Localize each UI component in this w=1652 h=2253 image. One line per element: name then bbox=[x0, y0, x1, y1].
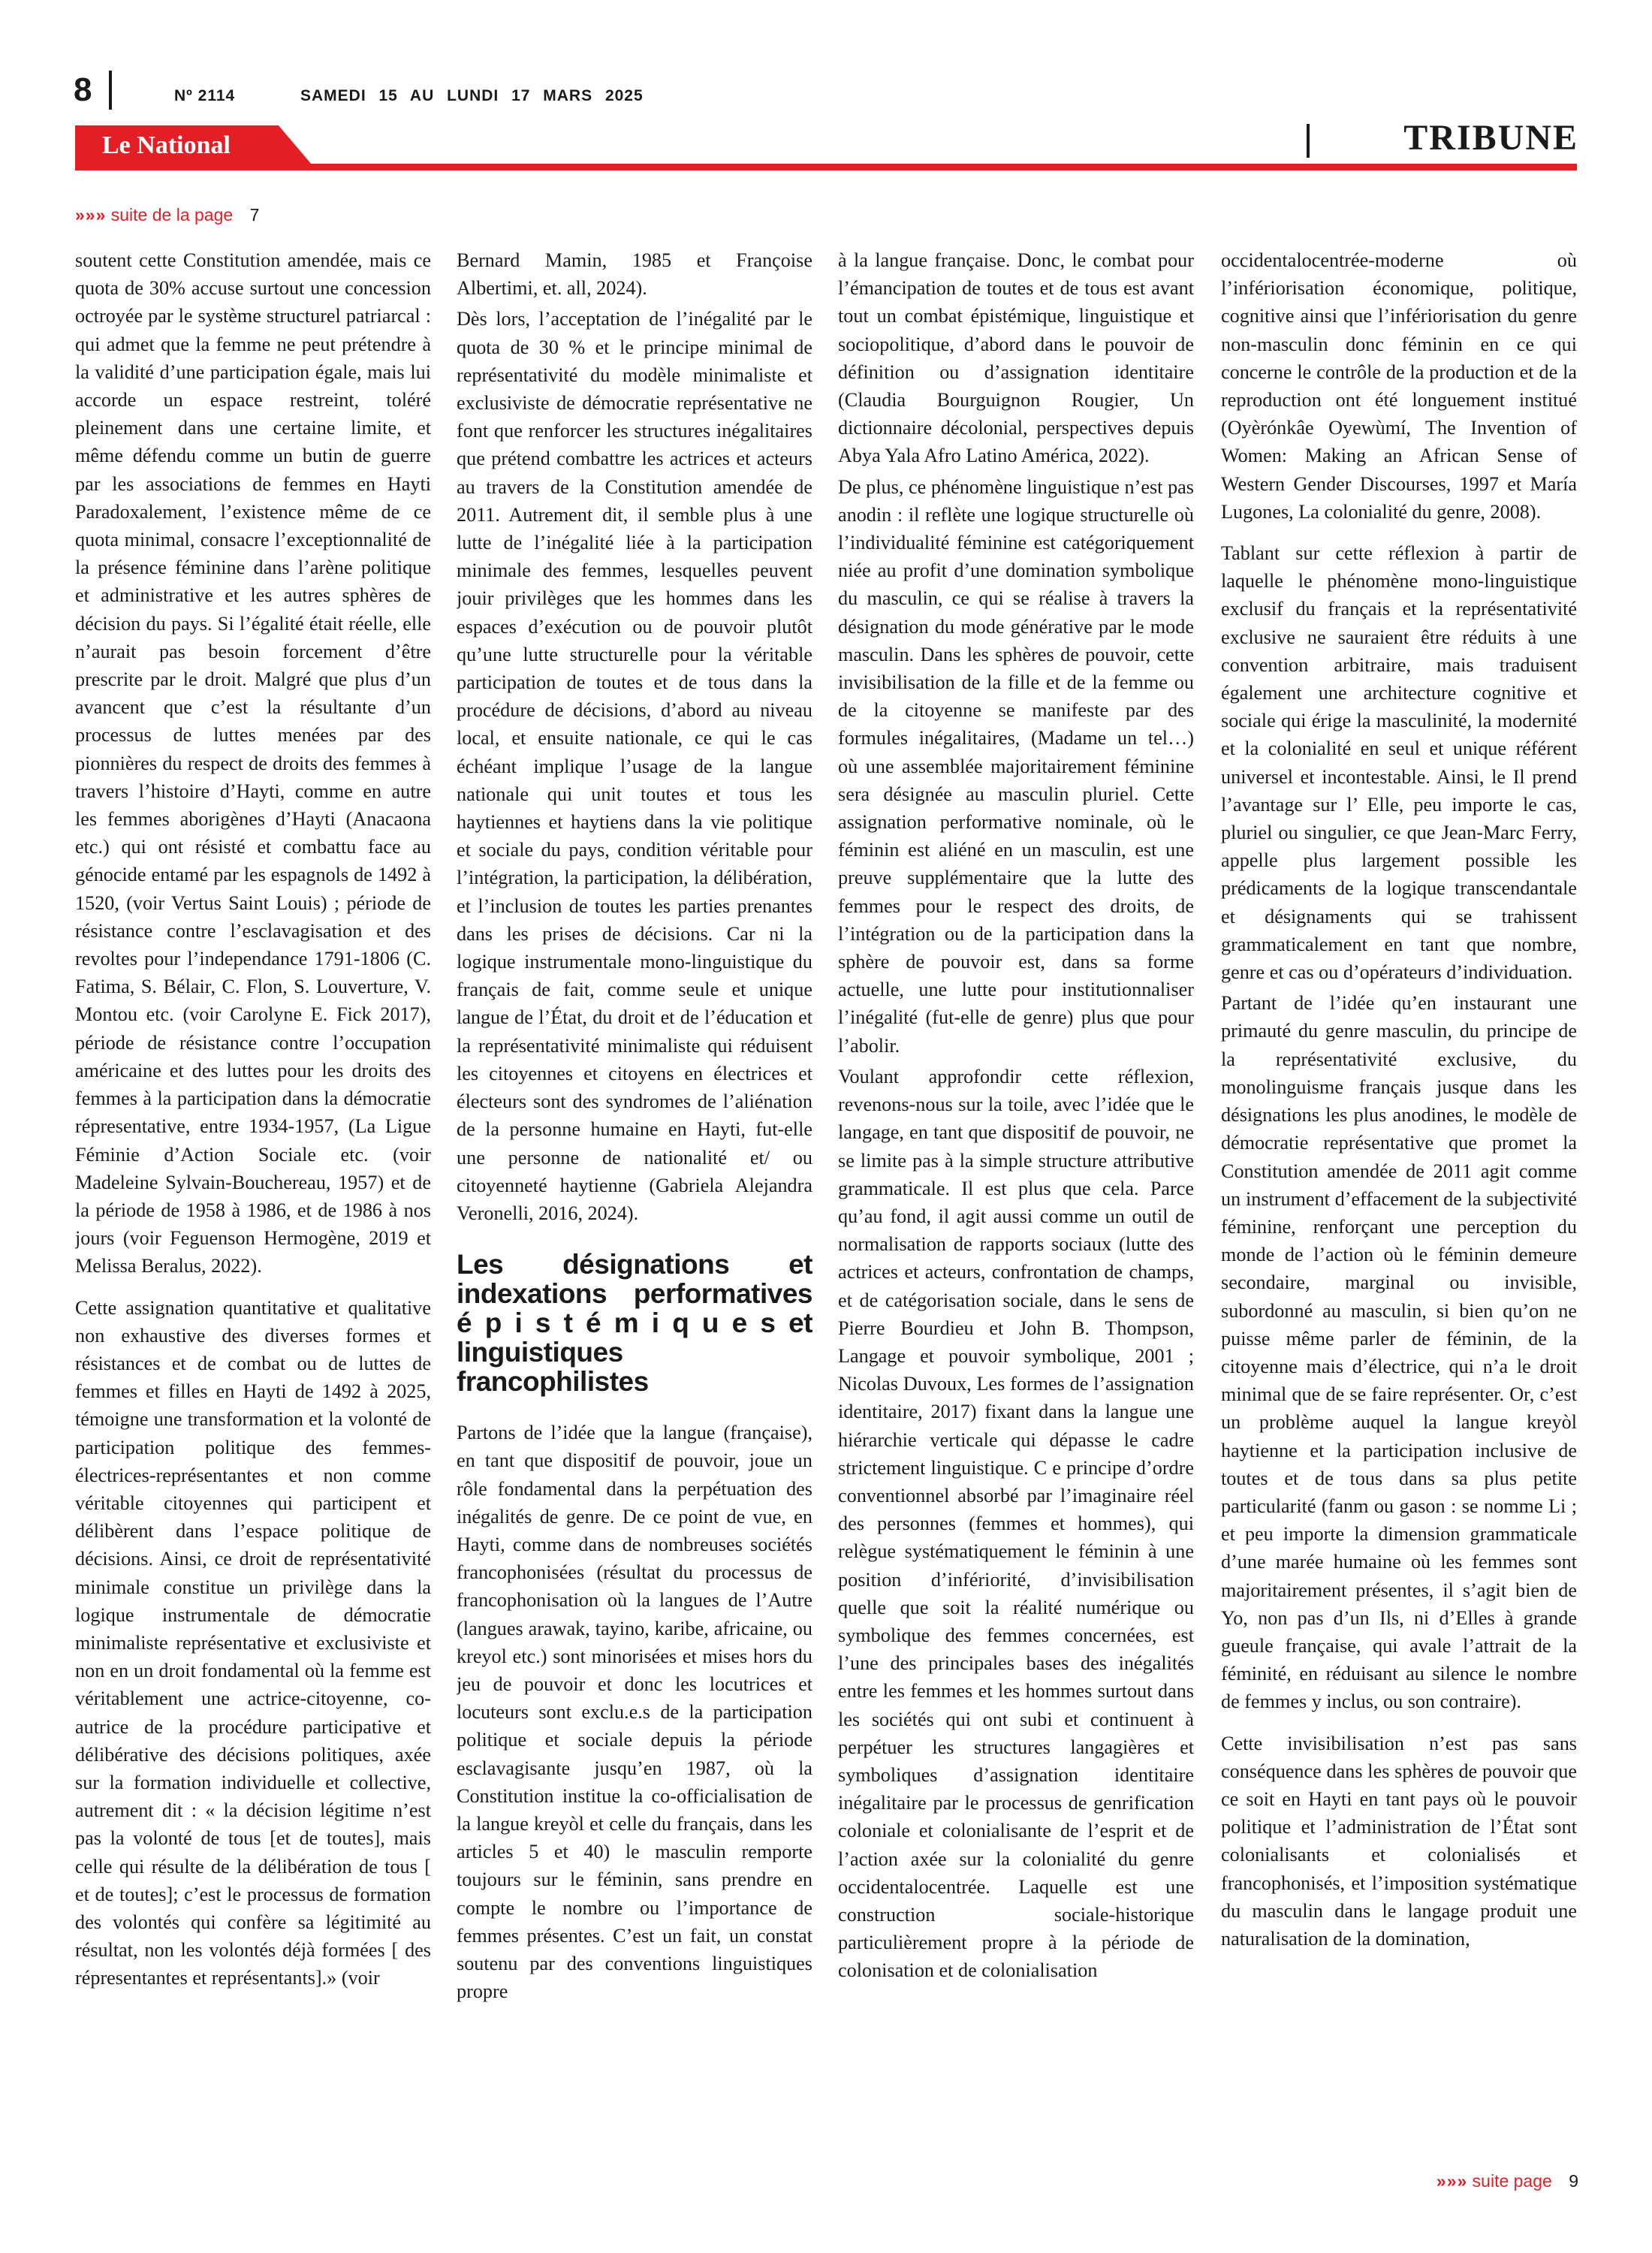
paragraph: à la langue française. Donc, le combat pour l’émancipation de toutes et de tous est avant tout un combat épistémique, linguistique et sociopolitique, d’abord dans le pouvoir de définition ou d’assignation identitaire (Claudia Bourguignon Rougier, Un dictionnaire décolonial, perspectives depuis Abya Yala Afro Latino América, 2022). bbox=[838, 249, 1194, 467]
section-divider bbox=[1307, 124, 1310, 158]
article-column-1 bbox=[75, 246, 431, 2161]
paragraph: Partant de l’idée qu’en instaurant une primauté du genre masculin, du principe de la représentativité exclusive, du monolinguisme français jusque dans les désignations les plus anodines, le modèle de démocratie représentative que promet la Constitution amendée de 2011 agit comme un instrument d’effacement de la subjectivité féminine, renforçant une perception du monde de l’action où le féminin demeure secondaire, marginal ou invisible, subordonné au masculin, si bien qu’on ne puisse même parler de féminin, de la citoyenne mais d’électrice, qui n’a le droit minimal que de se faire représenter. Or, c’est un problème auquel la langue kreyòl haytienne et la participation inclusive de toutes et de tous dans sa plus petite particularité (fanm ou gason : se nomme Li ; et peu importe la dimension grammaticale d’une marée humaine où les femmes sont majoritairement présentes, il s’agit bien de Yo, non pas d’un Ils, ni d’Elles à grande gueule française, qui avale l’attrait de la féminité, en réduisant au silence le nombre de femmes y inclus, ou son contraire). bbox=[1221, 992, 1577, 1713]
paragraph: Voulant approfondir cette réflexion, revenons-nous sur la toile, avec l’idée que le langage, en tant que dispositif de pouvoir, ne se limite pas à la simple structure attributive grammaticale. Il est plus que cela. Parce qu’au fond, il agit aussi comme un outil de normalisation de rapports sociaux (lutte des actrices et acteurs, confrontation de champs, et de catégorisation sociale, dans le sens de Pierre Bourdieu et John B. Thompson, Langage et pouvoir symbolique, 2001 ; Nicolas Duvoux, Les formes de l’assignation identitaire, 2017) fixant dans la langue une hiérarchie verticale qui dépasse le cadre strictement linguistique. C e principe d’ordre conventionnel absorbé par l’imaginaire réel des personnes (femmes et hommes), qui relègue systématiquement le féminin à une position d’infériorité, d’invisibilisation quelle que soit la réalité numérique ou symbolique des femmes concernées, est l’une des principales bases des inégalités entre les femmes et les hommes surtout dans les sociétés qui ont subi et continuent à perpétuer les structures langagières et symboliques d’assignation identitaire inégalitaire par le processus de genrification coloniale et colonialisante de l’esprit et de l’action axée sur la colonialité du genre occidentalocentrée. Laquelle est une construction sociale-historique particulièrement propre à la période de colonisation et de colonialisation bbox=[838, 1065, 1194, 1982]
paragraph: Cette assignation quantitative et qualitative non exhaustive des diverses formes et résistances et de combat ou de luttes de femmes et filles en Hayti de 1492 à 2025, témoigne une transformation et la volonté de participation politique des femmes-électrices-représentantes et non comme véritable citoyennes qui participent et délibèrent dans l’espace politique de décisions. Ainsi, ce droit de représentativité minimale constitue un privilège dans la logique instrumentale de démocratie minimaliste représentative et exclusiviste et non en un droit fondamental où la femme est véritablement une actrice-citoyenne, co-autrice de la procédure participative et délibérative des décisions politiques, axée sur la formation individuelle et collective, autrement dit : « la décision légitime n’est pas la volonté de tous [et de toutes], mais celle qui résulte de la délibération de tous [ et de toutes]; c’est le processus de formation des volontés qui confère sa légitimité au résultat, non les volontés déjà formées [ des répresentantes et représentants].» (voir bbox=[75, 1296, 431, 1989]
article-column-2 bbox=[457, 246, 812, 2161]
paragraph: Partons de l’idée que la langue (française), en tant que dispositif de pouvoir, joue un rôle fondamental dans la perpétuation des inégalités de genre. De ce point de vue, en Hayti, comme dans de nombreuses sociétés francophonisées (résultat du processus de francophonisation où la langues de l’Autre (langues arawak, tayino, karibe, africaine, ou kreyol etc.) sont minorisées et mises hors du jeu de pouvoir et donc les locutrices et locuteurs sont exclu.e.s de la participation politique et sociale depuis la période esclavagisante jusqu’en 1987, où la Constitution institue la co-officialisation de la langue kreyòl et celle du français, dans les articles 5 et 40) le masculin remporte toujours sur le féminin, sans prendre en compte le nombre ou l’importance de femmes présentes. C’est un fait, un constat soutenu par des conventions linguistiques propre bbox=[457, 1422, 812, 2003]
article-body bbox=[75, 246, 1577, 2161]
issue-number: Nº 2114 bbox=[174, 87, 236, 104]
arrows-icon: »»» bbox=[75, 205, 107, 225]
arrows-icon: »»» bbox=[1436, 2171, 1468, 2191]
section-title: TRIBUNE bbox=[1403, 118, 1578, 158]
page-header bbox=[0, 0, 1652, 195]
paragraph: soutent cette Constitution amendée, mais ce quota de 30% accuse surtout une concession octroyée par le système structurel patriarcal : qui admet que la femme ne peut prétendre à la validité d’une participation égale, mais lui accorde un espace restreint, toléré pleinement dans une certaine limite, et même défendu comme un butin de guerre par les associations de femmes en Hayti Paradoxalement, l’existence même de ce quota minimal, consacre l’exceptionnalité de la présence féminine dans l’arène politique et administrative et les autres sphères de décision du pays. Si l’égalité était réelle, elle n’aurait pas besoin forcement d’être prescrite par le droit. Malgré que plus d’un avancent que c’est la résultante d’un processus de luttes menées par des pionnières du respect de droits des femmes à travers l’histoire d’Hayti, comme en autre les femmes aborigènes d’Hayti (Anacaona etc.) qui ont résisté et combattu face au génocide entamé par les espagnols de 1492 à 1520, (voir Vertus Saint Louis) ; période de résistance contre l’esclavagisation et des revoltes pour l’independance 1791-1806 (C. Fatima, S. Bélair, C. Flon, S. Louverture, V. Montou etc. (voir Carolyne E. Fick 2017), période de résistance contre l’occupation américaine et des luttes pour les droits des femmes à la participation dans la démocratie répresentative, entre 1934-1957, (La Ligue Féminie d’Action Sociale etc. (voir Madeleine Sylvain-Bouchereau, 1957) et de la période de 1958 à 1986, et de 1986 à nos jours (voir Feguenson Hermogène, 2019 et Melissa Beralus, 2022). bbox=[75, 249, 431, 1277]
paragraph: Tablant sur cette réflexion à partir de laquelle le phénomène mono-linguistique exclusif du français et la représentativité exclusive ne sauraient être réduits à une convention arbitraire, mais traduisent également une architecture cognitive et sociale qui érige la masculinité, la modernité et la colonialité en seul et unique référent universel et incontestable. Ainsi, le Il prend l’avantage sur l’ Elle, peu importe le cas, pluriel ou singulier, ce que Jean-Marc Ferry, appelle plus largement possible les prédicaments de la logique transcendantale et désignaments qui se trahissent grammaticalement en tant que nombre, genre et cas ou d’opérateurs d’individuation. bbox=[1221, 542, 1577, 984]
continued-from-page: 7 bbox=[249, 205, 260, 225]
continued-to-label: suite page bbox=[1472, 2171, 1552, 2191]
newspaper-name: Le National bbox=[102, 131, 231, 159]
issue-date: SAMEDI 15 AU LUNDI 17 MARS 2025 bbox=[300, 87, 644, 104]
continued-to bbox=[1436, 2170, 1578, 2191]
header-rule bbox=[75, 164, 1577, 170]
paragraph: Cette invisibilisation n’est pas sans conséquence dans les sphères de pouvoir que ce soit en Hayti en tant pays où le pouvoir politique et l’administration de l’État sont colonialisants et colonialisés et francophonisés, et l’imposition systématique du masculin dans le langage produit une naturalisation de la domination, bbox=[1221, 1732, 1577, 1950]
page-number: 8 bbox=[74, 71, 92, 108]
page-number-divider bbox=[109, 71, 112, 110]
continued-from-label: suite de la page bbox=[110, 205, 234, 225]
article-column-4 bbox=[1221, 246, 1577, 2161]
paragraph: Bernard Mamin, 1985 et Françoise Albertimi, et. all, 2024). bbox=[457, 249, 812, 300]
paragraph: occidentalocentrée-moderne où l’infériorisation économique, politique, cognitive ainsi que l’infériorisation du genre non-masculin donc féminin en ce qui concerne le contrôle de la production et de la reproduction ont été longuement institué (Oyèrónkâe Oyewùmí, The Invention of Women: Making an African Sense of Western Gender Discourses, 1997 et María Lugones, La colonialité du genre, 2008). bbox=[1221, 249, 1577, 523]
paragraph: De plus, ce phénomène linguistique n’est pas anodin : il reflète une logique structurelle où l’individualité féminine est catégoriquement niée au profit d’une domination symbolique du masculin, ce qui se réalise à travers la désignation du mode générative par le mode masculin. Dans les sphères de pouvoir, cette invisibilisation de la fille et de la femme ou de la citoyenne se manifeste par des formules inégalitaires, (Madame un tel…) où une assemblée majoritairement féminine sera désignée au masculin pluriel. Cette assignation performative nominale, où le féminin est aliéné en un masculin, est une preuve supplémentaire que la lutte des femmes pour le respect des droits, de l’intégration ou de la participation dans la sphère de pouvoir est, dans sa forme actuelle, une lutte pour institutionnaliser l’inégalité (fut-elle de genre) plus que pour l’abolir. bbox=[838, 475, 1194, 1057]
continued-from bbox=[75, 204, 259, 225]
article-column-3 bbox=[838, 246, 1194, 2161]
paragraph: Dès lors, l’acceptation de l’inégalité par le quota de 30 % et le principe minimal de représentativité du modèle minimaliste et exclusiviste de démocratie représentative ne font que renforcer les structures inégalitaires que prétend combattre les actrices et acteurs au travers de la Constitution amendée de 2011. Autrement dit, il semble plus à une lutte de l’inégalité liée à la participation minimale des femmes, lesquelles peuvent jouir privilèges que les hommes dans les espaces d’exécution ou de pouvoir plutôt qu’une lutte structurelle pour la véritable participation de toutes et de tous dans la procédure de décisions, d’abord au niveau local, et ensuite nationale, ce qui le cas échéant implique l’usage de la langue nationale qui unit toutes et tous les haytiennes et haytiens dans la vie politique et sociale du pays, condition véritable pour l’intégration, la participation, la délibération, et l’inclusion de toutes les parties prenantes dans les prises de décisions. Car ni la logique instrumentale mono-linguistique du français de fait, comme seule et unique langue de l’État, du droit et de l’éducation et la représentativité minimaliste qui réduisent les citoyennes et citoyens en électrices et électeurs sont des syndromes de l’aliénation de la personne humaine en Hayti, fut-elle une personne de nationalité et/ ou citoyenneté haytienne (Gabriela Alejandra Veronelli, 2016, 2024). bbox=[457, 308, 812, 1224]
continued-to-page: 9 bbox=[1569, 2171, 1578, 2191]
section-heading: Les désignations et indexations performatives é p i s t é m i q u e s et linguistiques francophilistes bbox=[457, 1249, 812, 1398]
